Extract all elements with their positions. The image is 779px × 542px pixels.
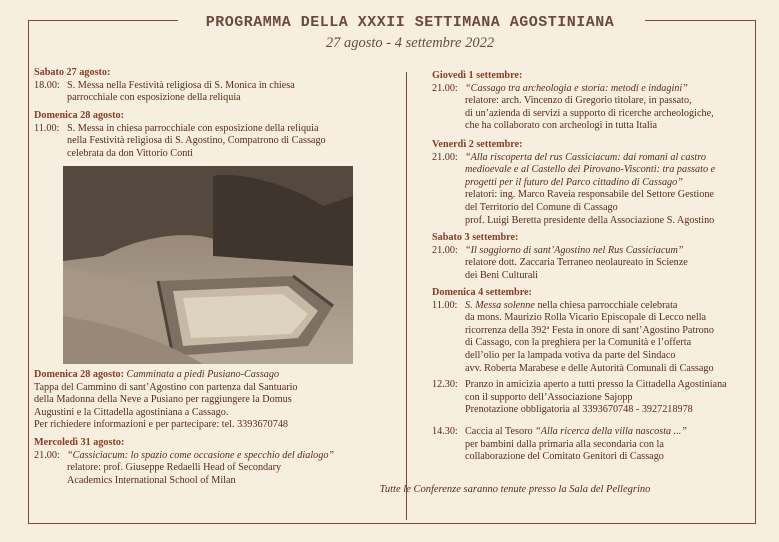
event-line: celebrata da don Vittorio Conti (67, 147, 193, 159)
event-line: della Madonna della Neve a Pusiano per raggiungere la Domus (34, 394, 292, 406)
event-line: Academics International School of Milan (67, 474, 236, 486)
event-time: 12.30: (432, 379, 458, 390)
event-line: avv. Roberta Marabese e delle Autorità Comunali di Cassago (465, 362, 714, 374)
day-heading: Domenica 4 settembre: (432, 287, 532, 298)
event-time: 14.30: (432, 426, 458, 437)
event-sat3 (432, 232, 752, 282)
event-line: relatore: arch. Vincenzo di Gregorio titolare, in passato, (465, 95, 692, 107)
event-title: “Cassiciacum: lo spazio come occasione e specchio del dialogo” (67, 449, 335, 461)
frame-left (28, 20, 29, 523)
event-thu1 (432, 70, 752, 133)
day-heading: Domenica 28 agosto: (34, 369, 124, 380)
day-heading: Domenica 28 agosto: (34, 110, 124, 121)
event-time: 18.00: (34, 79, 60, 91)
event-title: “Il soggiorno di sant’Agostino nel Rus Cassiciacum” (465, 244, 684, 256)
day-heading: Mercoledì 31 agosto: (34, 437, 125, 448)
event-sun4 (432, 287, 752, 375)
event-line: dell’olio per la lampada votiva da parte del Sindaco (465, 349, 676, 361)
day-heading: Sabato 27 agosto: (34, 67, 111, 78)
event-line: che ha collaborato con archeologi in tutta Italia (465, 120, 658, 132)
event-title: S. Messa solenne (465, 299, 535, 311)
event-walk (34, 369, 384, 432)
event-line: di un’azienda di servizi a supporto di ricerche archeologiche, (465, 107, 714, 119)
event-line: Pranzo in amicizia aperto a tutti presso la Cittadella Agostiniana (465, 379, 727, 390)
day-heading: Venerdì 2 settembre: (432, 139, 523, 150)
event-time: 21.00: (34, 449, 60, 461)
event-line: dei Beni Culturali (465, 269, 538, 281)
frame-top-left (28, 20, 178, 21)
event-title: “Alla ricerca della villa nascosta ...” (535, 426, 687, 437)
event-line: Prenotazione obbligatoria al 3393670748 - 3927218978 (465, 404, 693, 416)
footer-note: Tutte le Conferenze saranno tenute presso la Sala del Pellegrino (379, 484, 651, 495)
event-sun4-lunch (432, 379, 752, 417)
page-title: PROGRAMMA DELLA XXXII SETTIMANA AGOSTINIANA (205, 14, 615, 31)
event-title: medioevale e al Castello dei Pirovano-Visconti: tra passato e (465, 164, 716, 176)
event-line: per bambini dalla primaria alla secondaria con la (465, 438, 664, 450)
event-time: 21.00: (432, 82, 458, 94)
event-line: relatore: prof. Giuseppe Redaelli Head of Secondary (67, 462, 282, 474)
event-line: Augustini e la Cittadella agostiniana a Cassago. (34, 406, 229, 418)
column-divider (406, 72, 407, 520)
event-line: nella Festività religiosa di S. Agostino, Compatrono di Cassago (67, 135, 326, 147)
event-time: 21.00: (432, 151, 458, 163)
frame-top-right (645, 20, 755, 21)
event-sun4-treasure (432, 426, 752, 464)
day-heading: Giovedì 1 settembre: (432, 70, 523, 81)
event-time: 21.00: (432, 244, 458, 256)
event-line: parrocchiale con esposizione della reliquia (67, 92, 241, 104)
frame-right (755, 20, 756, 523)
event-fri2 (432, 139, 752, 227)
page-subtitle: 27 agosto - 4 settembre 2022 (325, 35, 495, 51)
event-sun28-mass (34, 110, 379, 160)
event-title: progetti per il futuro del Parco cittadino di Cassago” (465, 176, 683, 188)
event-line: Caccia al Tesoro (465, 426, 536, 437)
event-line: collaborazione del Comitato Genitori di Cassago (465, 451, 664, 463)
event-title: “Alla riscoperta del rus Cassiciacum: dai romani al castro (465, 151, 706, 163)
event-line: relatori: ing. Marco Raveia responsabile del Settore Gestione (465, 189, 714, 201)
event-time: 11.00: (432, 299, 458, 311)
frame-bottom (28, 523, 756, 524)
event-line: da mons. Maurizio Rolla Vicario Episcopale di Lecco nella (465, 312, 707, 324)
event-title: Camminata a piedi Pusiano-Cassago (126, 369, 280, 380)
event-sat27 (34, 67, 374, 105)
event-title: “Cassago tra archeologia e storia: metodi e indagini” (465, 82, 688, 94)
event-line: Per richiedere informazioni e per partecipare: tel. 3393670748 (34, 419, 289, 431)
event-line: di Cassago, con la preghiera per la Comunità e l’offerta (465, 337, 692, 349)
event-line: ricorrenza della 392ª Festa in onore di sant’Agostino Patrono (465, 324, 714, 336)
event-line: con il supporto dell’Associazione Sajopp (465, 391, 633, 403)
day-heading: Sabato 3 settembre: (432, 232, 519, 243)
event-time: 11.00: (34, 122, 60, 134)
event-line: relatore dott. Zaccaria Terraneo neolaureato in Scienze (465, 257, 688, 269)
event-wed31 (34, 437, 394, 487)
event-line: del Territorio del Comune di Cassago (465, 201, 618, 213)
event-line: S. Messa nella Festività religiosa di S. Monica in chiesa (67, 79, 295, 91)
event-line: S. Messa in chiesa parrocchiale con esposizione della reliquia (67, 122, 319, 134)
photo-ruins (63, 166, 353, 364)
event-line: prof. Luigi Beretta presidente della Associazione S. Agostino (465, 214, 715, 226)
event-line: nella chiesa parrocchiale celebrata (534, 299, 678, 311)
event-line: Tappa del Cammino di sant’Agostino con partenza dal Santuario (34, 381, 298, 393)
